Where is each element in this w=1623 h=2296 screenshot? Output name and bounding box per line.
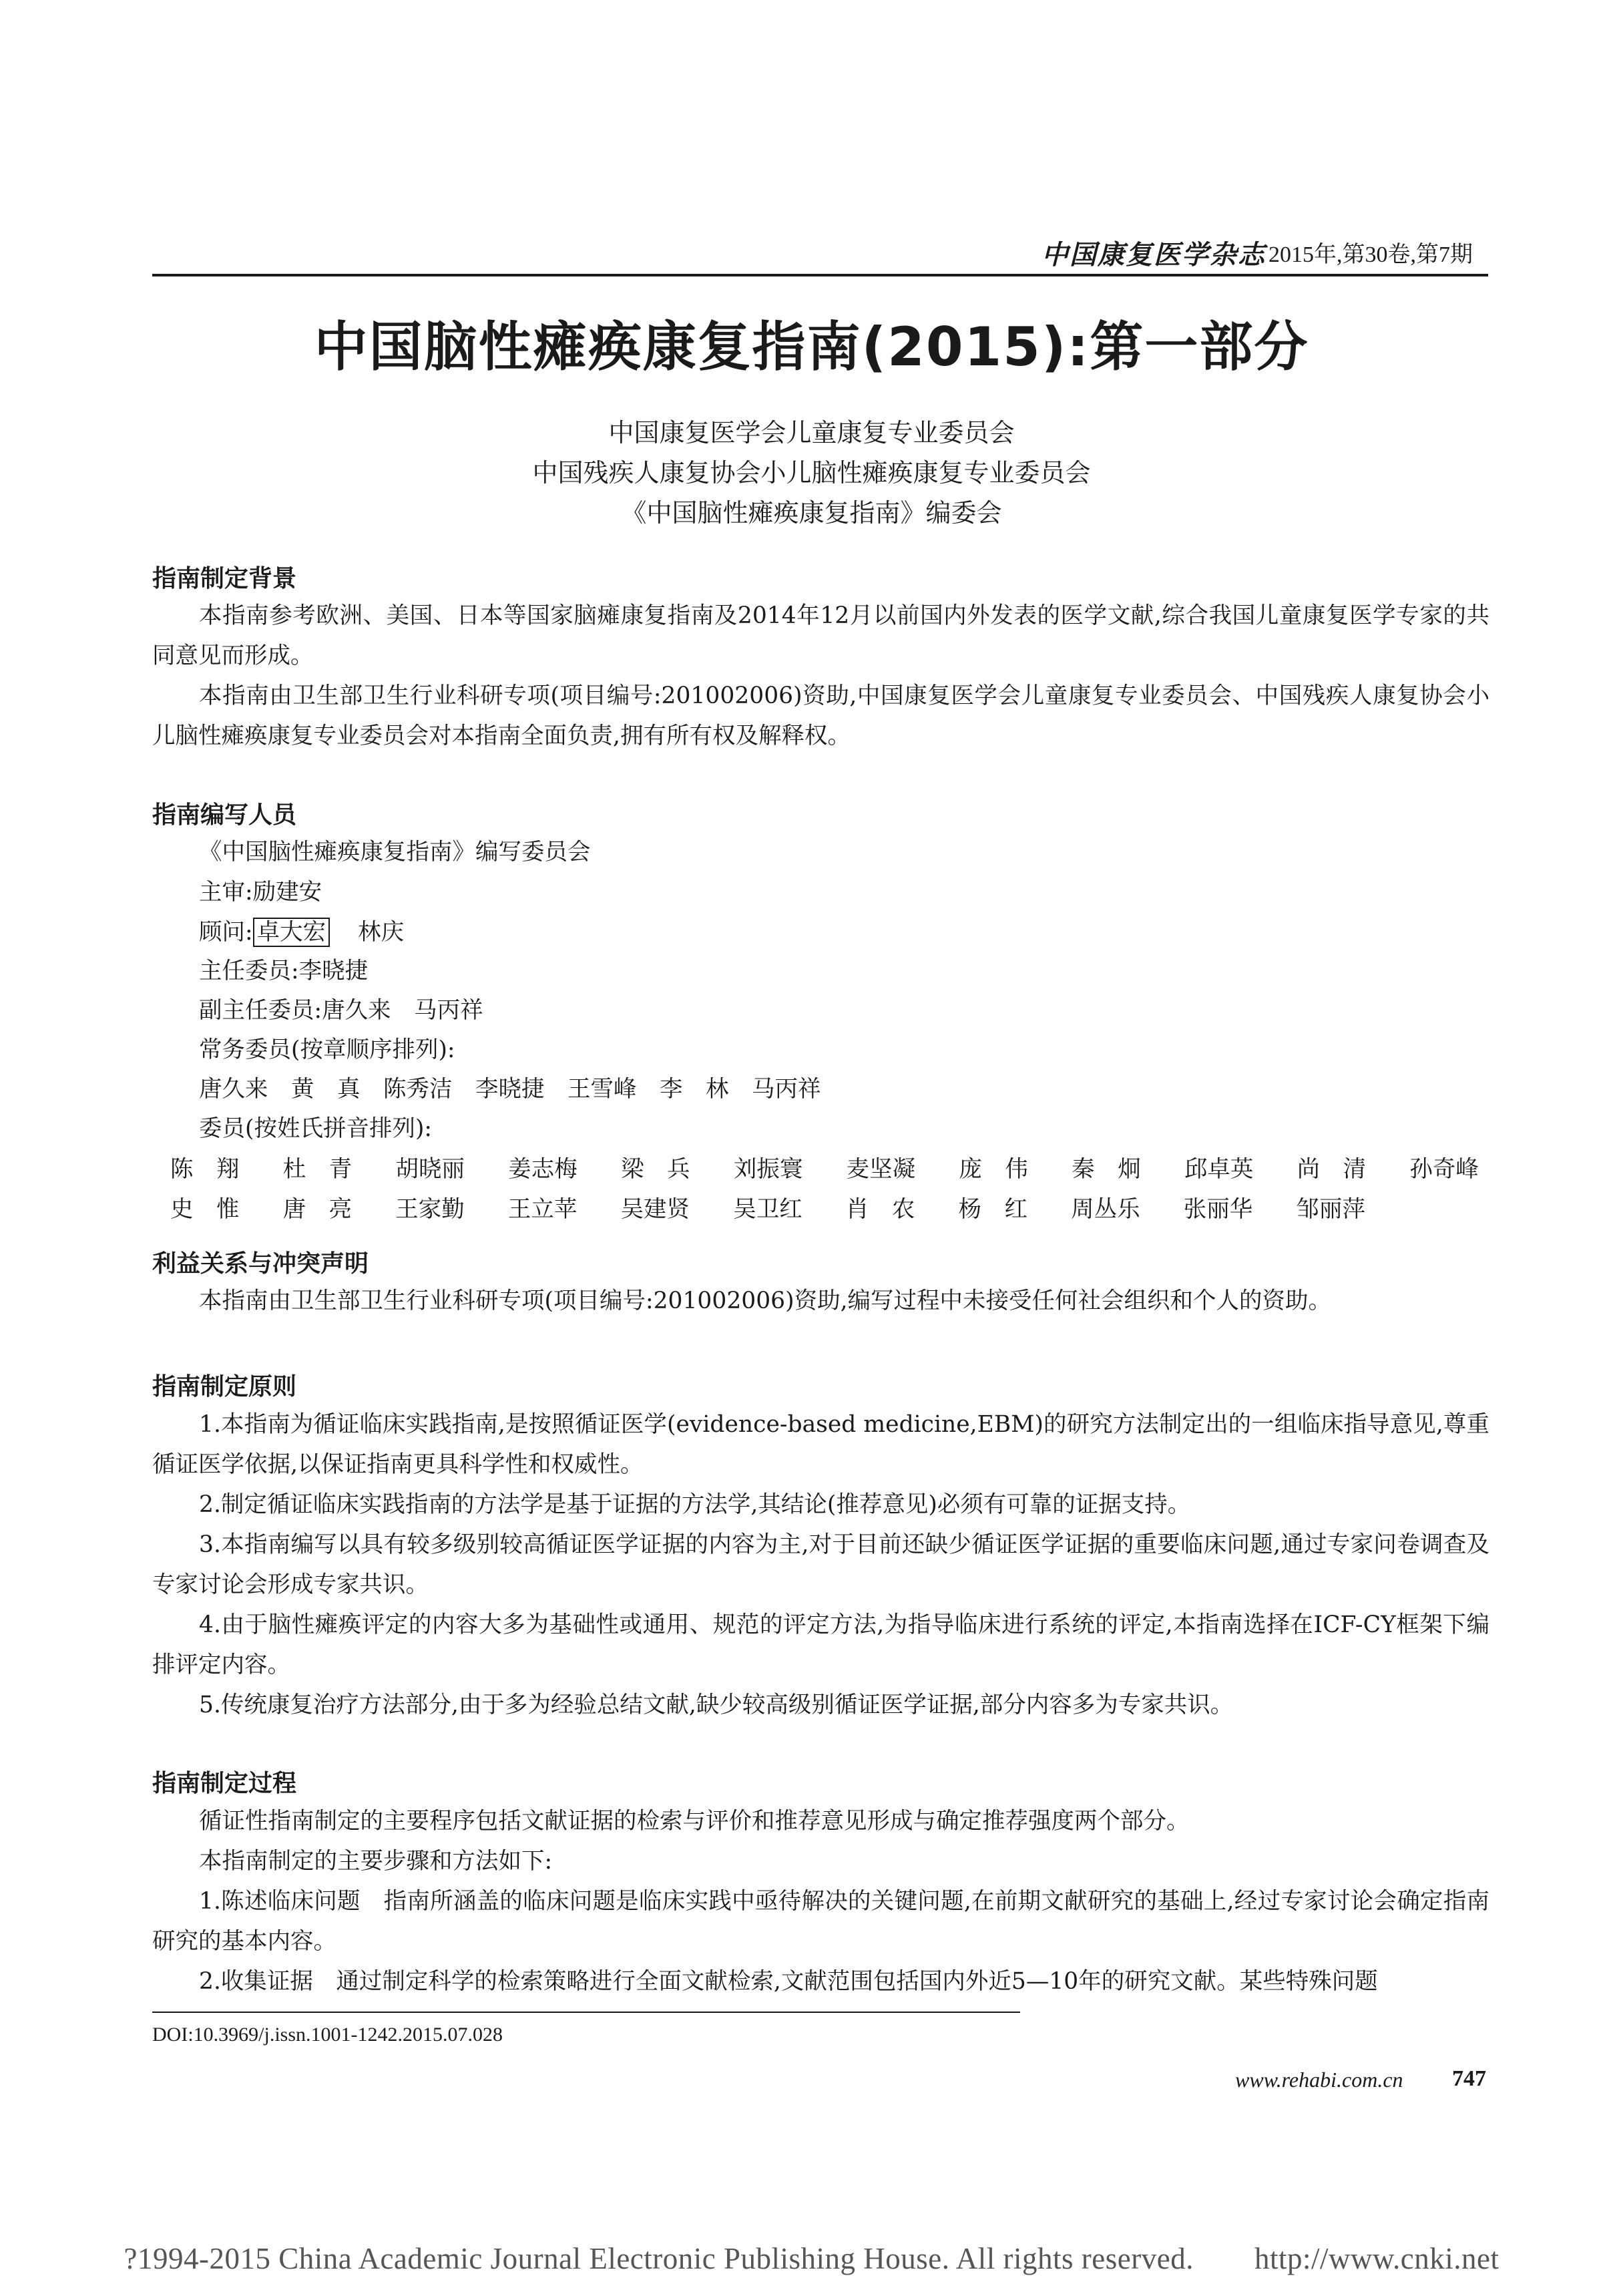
member-name: 吴卫红 [733, 1196, 802, 1223]
header-rule [152, 274, 1488, 276]
member-name: 邹丽萍 [1296, 1196, 1365, 1223]
committee-name: 《中国脑性瘫痪康复指南》编写委员会 [199, 839, 591, 866]
adviser-name: 林庆 [358, 919, 405, 946]
paragraph: 本指南由卫生部卫生行业科研专项(项目编号:201002006)资助,中国康复医学会儿童康复专业委员会、中国残疾人康复协会小儿脑性瘫痪康复专业委员会对本指南全面负责,拥有所有权及解释权。 [152, 683, 1489, 749]
section-heading-process: 指南制定过程 [152, 1770, 297, 1797]
paragraph: 本指南制定的主要步骤和方法如下: [199, 1848, 553, 1875]
paragraph: 2.收集证据 通过制定科学的检索策略进行全面文献检索,文献范围包括国内外近5—10年的研究文献。某些特殊问题 [199, 1968, 1378, 1995]
section-heading-principles: 指南制定原则 [152, 1373, 297, 1400]
member-name: 杜 青 [282, 1156, 353, 1183]
member-name: 陈 翔 [170, 1156, 240, 1183]
advisers-label: 顾问: [199, 919, 253, 946]
doi: DOI:10.3969/j.issn.1001-1242.2015.07.028 [152, 2024, 503, 2046]
members-row [170, 1190, 1365, 1223]
member-name: 史 惟 [170, 1196, 240, 1223]
copyright-notice: ?1994-2015 China Academic Journal Electronic Publishing House. All rights reserved. http://www.cnki.net [124, 2242, 1499, 2275]
issue-info: 2015年,第30卷,第7期 [1268, 242, 1473, 267]
principle-item: 1.本指南为循证临床实践指南,是按照循证医学(evidence-based medicine,EBM)的研究方法制定出的一组临床指导意见,尊重循证医学依据,以保证指南更具科学性和权威性。 [152, 1411, 1489, 1478]
members-label: 委员(按姓氏拼音排列): [199, 1115, 433, 1142]
principle-item: 4.由于脑性瘫痪评定的内容大多为基础性或通用、规范的评定方法,为指导临床进行系统的评定,本指南选择在ICF-CY框架下编排评定内容。 [152, 1611, 1489, 1678]
member-name: 周丛乐 [1071, 1196, 1140, 1223]
principle-item: 3.本指南编写以具有较多级别较高循证医学证据的内容为主,对于目前还缺少循证医学证据的重要临床问题,通过专家问卷调查及专家讨论会形成专家共识。 [152, 1531, 1489, 1598]
vice-chair: 副主任委员:唐久来 马丙祥 [199, 997, 483, 1024]
author-line: 中国康复医学会儿童康复专业委员会 [608, 418, 1015, 447]
adviser-boxed-name: 卓大宏 [253, 918, 330, 947]
author-list [0, 413, 1623, 533]
member-name: 邱卓英 [1184, 1156, 1254, 1183]
member-name: 尚 清 [1297, 1156, 1367, 1183]
member-name: 张丽华 [1183, 1196, 1253, 1223]
principle-item: 5.传统康复治疗方法部分,由于多为经验总结文献,缺少较高级别循证医学证据,部分内容多为专家共识。 [199, 1692, 1234, 1718]
standing-members: 唐久来 黄 真 陈秀洁 李晓捷 王雪峰 李 林 马丙祥 [199, 1076, 821, 1103]
section-heading-background: 指南制定背景 [152, 565, 297, 592]
member-name: 梁 兵 [621, 1156, 690, 1183]
member-name: 肖 农 [845, 1196, 915, 1223]
chief-reviewer: 主审:励建安 [199, 879, 322, 906]
member-name: 庞 伟 [959, 1156, 1028, 1183]
member-name: 吴建贤 [620, 1196, 690, 1223]
advisers [199, 913, 404, 946]
member-name: 麦坚凝 [846, 1156, 916, 1183]
author-line: 中国残疾人康复协会小儿脑性瘫痪康复专业委员会 [532, 458, 1091, 488]
member-name: 姜志梅 [508, 1156, 577, 1183]
standing-label: 常务委员(按章顺序排列): [199, 1036, 455, 1063]
member-name: 王立苹 [507, 1196, 577, 1223]
paragraph: 循证性指南制定的主要程序包括文献证据的检索与评价和推荐意见形成与确定推荐强度两个部分。 [199, 1808, 1190, 1835]
journal-website: www.rehabi.com.cn [1235, 2068, 1403, 2092]
principle-item: 2.制定循证临床实践指南的方法学是基于证据的方法学,其结论(推荐意见)必须有可靠的证据支持。 [199, 1491, 1191, 1518]
section-heading-writers: 指南编写人员 [152, 801, 297, 829]
member-name: 杨 红 [958, 1196, 1027, 1223]
section-heading-conflict: 利益关系与冲突声明 [152, 1250, 369, 1278]
member-name: 胡晓丽 [395, 1156, 465, 1183]
paragraph: 1.陈述临床问题 指南所涵盖的临床问题是临床实践中亟待解决的关键问题,在前期文献研究的基础上,经过专家讨论会确定指南研究的基本内容。 [152, 1888, 1489, 1955]
paragraph: 本指南参考欧洲、美国、日本等国家脑瘫康复指南及2014年12月以前国内外发表的医学文献,综合我国儿童康复医学专家的共同意见而形成。 [152, 602, 1489, 669]
member-name: 唐 亮 [282, 1196, 353, 1223]
chair: 主任委员:李晓捷 [199, 958, 369, 984]
member-name: 王家勤 [395, 1196, 465, 1223]
member-name: 秦 炯 [1072, 1156, 1141, 1183]
page-number: 747 [1452, 2066, 1486, 2091]
footnote-rule [152, 2012, 1020, 2013]
article-title: 中国脑性瘫痪康复指南(2015):第一部分 [314, 316, 1309, 378]
members-row [170, 1150, 1479, 1183]
author-line: 《中国脑性瘫痪康复指南》编委会 [621, 498, 1002, 528]
journal-logo: 中国康复医学杂志 [1041, 239, 1266, 270]
member-name: 刘振寰 [733, 1156, 803, 1183]
paragraph: 本指南由卫生部卫生行业科研专项(项目编号:201002006)资助,编写过程中未接受任何社会组织和个人的资助。 [199, 1288, 1332, 1314]
member-name: 孙奇峰 [1409, 1156, 1479, 1183]
